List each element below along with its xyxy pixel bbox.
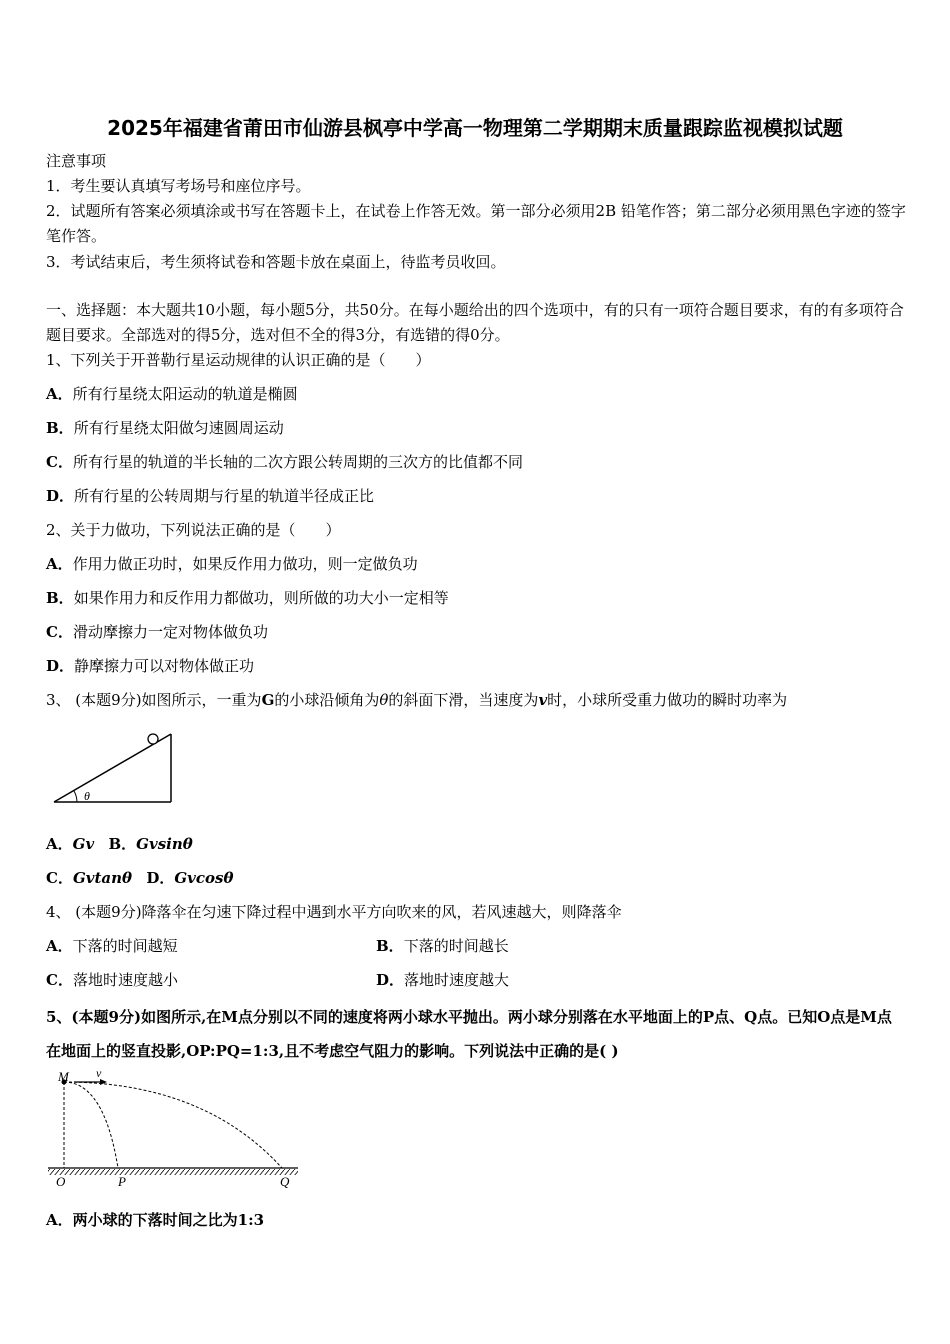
q3-options-cd: C．Gvtanθ D．Gvcosθ bbox=[46, 869, 234, 887]
q3-stem: 3、 (本题9分)如图所示，一重为G的小球沿倾角为θ的斜面下滑，当速度为v时，小球所受重力做功的瞬时功率为 bbox=[46, 691, 788, 709]
q1-option-c: C．所有行星的轨道的半长轴的二次方跟公转周期的三次方的比值都不同 bbox=[46, 453, 523, 471]
page-title: 2025年福建省莆田市仙游县枫亭中学高一物理第二学期期末质量跟踪监视模拟试题 bbox=[107, 116, 843, 140]
q5-stem: 5、(本题9分)如图所示,在M点分别以不同的速度将两小球水平抛出。两小球分别落在水平地面上的P点、Q点。已知O点是M点在地面上的竖直投影,OP:PQ=1:3,且不考虑空气阻力的影响。下列说法中正确的是( ) bbox=[46, 1008, 892, 1060]
q1-option-b: B．所有行星绕太阳做匀速圆周运动 bbox=[46, 419, 284, 437]
notice-item: 3．考试结束后，考生须将试卷和答题卡放在桌面上，待监考员收回。 bbox=[46, 253, 506, 271]
notice-item: 1．考生要认真填写考场号和座位序号。 bbox=[46, 177, 311, 195]
q4-option-b: B．下落的时间越长 bbox=[376, 937, 509, 955]
label-o: O bbox=[56, 1174, 66, 1189]
q2-option-c: C．滑动摩擦力一定对物体做负功 bbox=[46, 623, 268, 641]
incline-figure bbox=[50, 728, 180, 808]
theta-label: θ bbox=[84, 789, 90, 803]
q1-option-d: D．所有行星的公转周期与行星的轨道半径成正比 bbox=[46, 487, 375, 505]
label-v: v bbox=[96, 1068, 102, 1080]
notice-item: 2．试题所有答案必须填涂或书写在答题卡上，在试卷上作答无效。第一部分必须用2B 铅笔作答；第二部分必须用黑色字迹的签字笔作答。 bbox=[46, 202, 906, 245]
q2-option-d: D．静摩擦力可以对物体做正功 bbox=[46, 657, 255, 675]
projectile-figure bbox=[44, 1068, 304, 1192]
q4-option-c: C．落地时速度越小 bbox=[46, 971, 178, 989]
label-p: P bbox=[118, 1174, 126, 1189]
q2-stem: 2、关于力做功，下列说法正确的是（ ） bbox=[46, 521, 341, 539]
q2-option-b: B．如果作用力和反作用力都做功，则所做的功大小一定相等 bbox=[46, 589, 449, 607]
q4-stem: 4、 (本题9分)降落伞在匀速下降过程中遇到水平方向吹来的风，若风速越大，则降落伞 bbox=[46, 903, 622, 921]
q1-option-a: A．所有行星绕太阳运动的轨道是椭圆 bbox=[46, 385, 298, 403]
label-m: M bbox=[58, 1069, 69, 1084]
q2-option-a: A．作用力做正功时，如果反作用力做功，则一定做负功 bbox=[46, 555, 418, 573]
q4-option-d: D．落地时速度越大 bbox=[376, 971, 510, 989]
ball-on-incline bbox=[148, 734, 158, 744]
section-instructions: 一、选择题：本大题共10小题，每小题5分，共50分。在每小题给出的四个选项中，有的只有一项符合题目要求，有的有多项符合题目要求。全部选对的得5分，选对但不全的得3分，有选错的得0分。 bbox=[46, 301, 904, 344]
q1-stem: 1、下列关于开普勒行星运动规律的认识正确的是（ ） bbox=[46, 351, 431, 369]
label-q: Q bbox=[280, 1174, 290, 1189]
q4-option-a: A．下落的时间越短 bbox=[46, 937, 178, 955]
q3-options-ab: A．Gv B．Gvsinθ bbox=[46, 835, 193, 853]
q5-option-a: A．两小球的下落时间之比为1:3 bbox=[46, 1211, 265, 1229]
notice-heading: 注意事项 bbox=[46, 152, 107, 170]
